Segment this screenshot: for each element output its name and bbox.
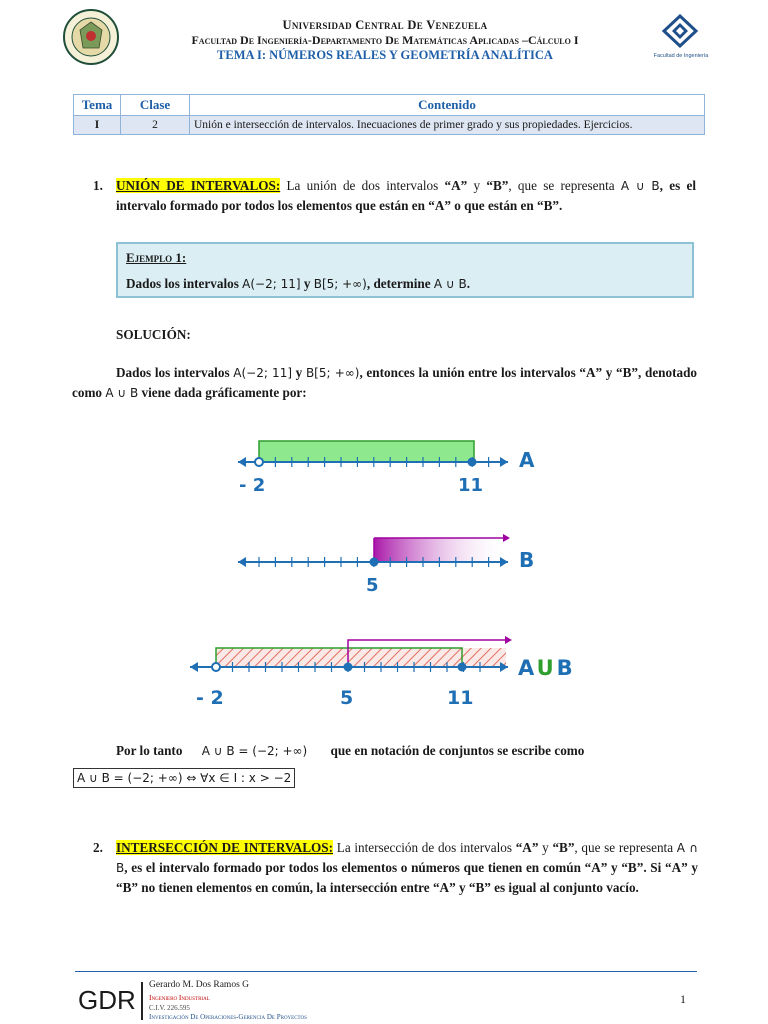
table-cell-tema: I (74, 116, 121, 135)
closed-point-eleven (468, 458, 477, 467)
ex-interval-b: B[5; +∞) (313, 277, 367, 291)
section-2-number: 2. (93, 840, 103, 855)
author-role: Ingeniero Industrial (149, 993, 210, 1002)
closed-point-five (370, 558, 379, 567)
footer-brand: GDR (78, 985, 136, 1015)
table-header-contenido: Contenido (190, 95, 705, 116)
number-line-union (190, 636, 573, 709)
s2-quote-b: “B” (621, 860, 644, 875)
university-name: Universidad Central De Venezuela (282, 18, 488, 32)
s1-text: o que están en (450, 198, 538, 213)
ex-y: y (300, 276, 314, 291)
union-label-u: U (536, 656, 554, 680)
number-line-b (238, 534, 534, 596)
label-eleven: 11 (458, 475, 484, 496)
footer-divider (75, 971, 697, 972)
s2-quote-a: “A” (432, 880, 456, 895)
s1-text: , es el intervalo formado por todos los elementos que están en (116, 178, 696, 213)
union-label-a: A (518, 656, 534, 680)
label-eleven: 11 (447, 687, 474, 709)
s2-y: y (538, 840, 553, 855)
s2-quote-b: “B” (468, 880, 491, 895)
conclusion-paragraph (72, 741, 697, 761)
sol-text-a: Dados los intervalos (116, 365, 234, 380)
union-label-b: B (556, 656, 573, 680)
conc-result: A ∪ B = (−2; +∞) (201, 744, 308, 758)
arrow-left-icon (190, 662, 198, 672)
open-point-minus-two (255, 458, 263, 466)
s2-text: , que se representa (574, 840, 677, 855)
s1-quote-a: “A” (428, 198, 451, 213)
arrow-right-icon (505, 636, 512, 644)
section-1-number: 1. (93, 178, 103, 193)
s1-y: y (467, 178, 487, 193)
table-header-tema: Tema (74, 95, 121, 116)
closed-point-eleven (458, 663, 467, 672)
label-minus-two: - 2 (196, 687, 224, 709)
s2-text: La intersección de dos intervalos (333, 840, 516, 855)
s2-intersection-symbol: A ∩ B (116, 841, 699, 875)
sol-interval-a: A(−2; 11] (233, 366, 293, 380)
sol-text-b: , entonces la unión entre los intervalos “A” y “B”, denotado como (72, 365, 698, 400)
section-1-title: UNIÓN DE INTERVALOS: (116, 178, 281, 193)
closed-point-five (344, 663, 353, 672)
set-notation-box: A ∪ B = (−2; +∞) ⇔ ∀x ∈ I : x > −2 (73, 768, 295, 788)
s2-text: es igual al conjunto vacío. (490, 880, 639, 895)
s2-quote-b: “B” (552, 840, 575, 855)
table-cell-clase: 2 (121, 116, 190, 135)
s1-union-symbol: A ∪ B (620, 179, 660, 193)
topic-title: TEMA I: NÚMEROS REALES Y GEOMETRÍA ANALÍTICA (217, 48, 553, 62)
author-name: Gerardo M. Dos Ramos G (149, 980, 250, 990)
open-point-minus-two (212, 663, 220, 671)
s1-text: La unión de dos intervalos (280, 178, 445, 193)
label-union (518, 656, 573, 680)
s2-quote-a: “A” (665, 860, 688, 875)
section-2-title: INTERSECCIÓN DE INTERVALOS: (116, 840, 334, 855)
s2-quote-b: “B” (116, 880, 138, 895)
table-header-clase: Clase (121, 95, 190, 116)
sol-text-c: viene dada gráficamente por: (138, 385, 307, 400)
ex-text-a: Dados los intervalos (126, 276, 243, 291)
interval-b-bar (374, 538, 510, 562)
conc-text-b: que en notación de conjuntos se escribe como (327, 743, 585, 758)
sol-y: y (292, 365, 306, 380)
s1-text: , que se representa (508, 178, 621, 193)
ex-end: . (466, 276, 471, 291)
sol-union-symbol: A ∪ B (105, 386, 139, 400)
example-title: Ejemplo 1: (126, 250, 187, 265)
label-b: B (519, 548, 535, 572)
s2-text: no tienen elementos en común, la intersección entre (137, 880, 433, 895)
arrow-right-icon (500, 457, 508, 467)
ex-text-b: , determine (366, 276, 434, 291)
author-civ: C.I.V. 226.595 (149, 1004, 190, 1012)
s1-quote-a: “A” (444, 178, 468, 193)
label-five: 5 (366, 575, 379, 596)
s2-quote-a: “A” (515, 840, 539, 855)
label-minus-two: - 2 (239, 475, 266, 496)
faculty-name: Facultad De Ingeniería-Departamento De Matemáticas Aplicadas –Cálculo I (191, 33, 579, 47)
s2-quote-a: “A” (584, 860, 608, 875)
table-cell-contenido: Unión e intersección de intervalos. Inecuaciones de primer grado y sus propiedades. Ejercicios. (190, 116, 705, 135)
s1-quote-b: “B” (486, 178, 509, 193)
number-line-a (238, 441, 535, 496)
arrow-left-icon (238, 557, 246, 567)
solution-label: SOLUCIÓN: (116, 327, 191, 342)
s2-y: y (455, 880, 469, 895)
s2-y: y (607, 860, 622, 875)
s1-quote-b: “B” (537, 198, 560, 213)
logo-caption: Facultad de Ingeniería (653, 53, 709, 59)
s2-text: , es el intervalo formado por todos los elementos o números que tienen en común (124, 860, 585, 875)
author-area: Investigación De Operaciones-Gerencia De Proyectos (149, 1013, 307, 1021)
s2-y: y (687, 860, 699, 875)
arrow-left-icon (238, 457, 246, 467)
page-number: 1 (680, 992, 686, 1006)
section-2-paragraph (116, 838, 698, 898)
ex-interval-a: A(−2; 11] (242, 277, 301, 291)
s1-end: . (559, 198, 563, 213)
sol-interval-b: B[5; +∞) (305, 366, 360, 380)
footer-brand-bar (141, 982, 143, 1020)
s2-text: . Si (643, 860, 665, 875)
label-five: 5 (340, 687, 354, 709)
label-a: A (519, 448, 535, 472)
ex-union-symbol: A ∪ B (433, 277, 467, 291)
conc-text-a: Por lo tanto (116, 743, 186, 758)
